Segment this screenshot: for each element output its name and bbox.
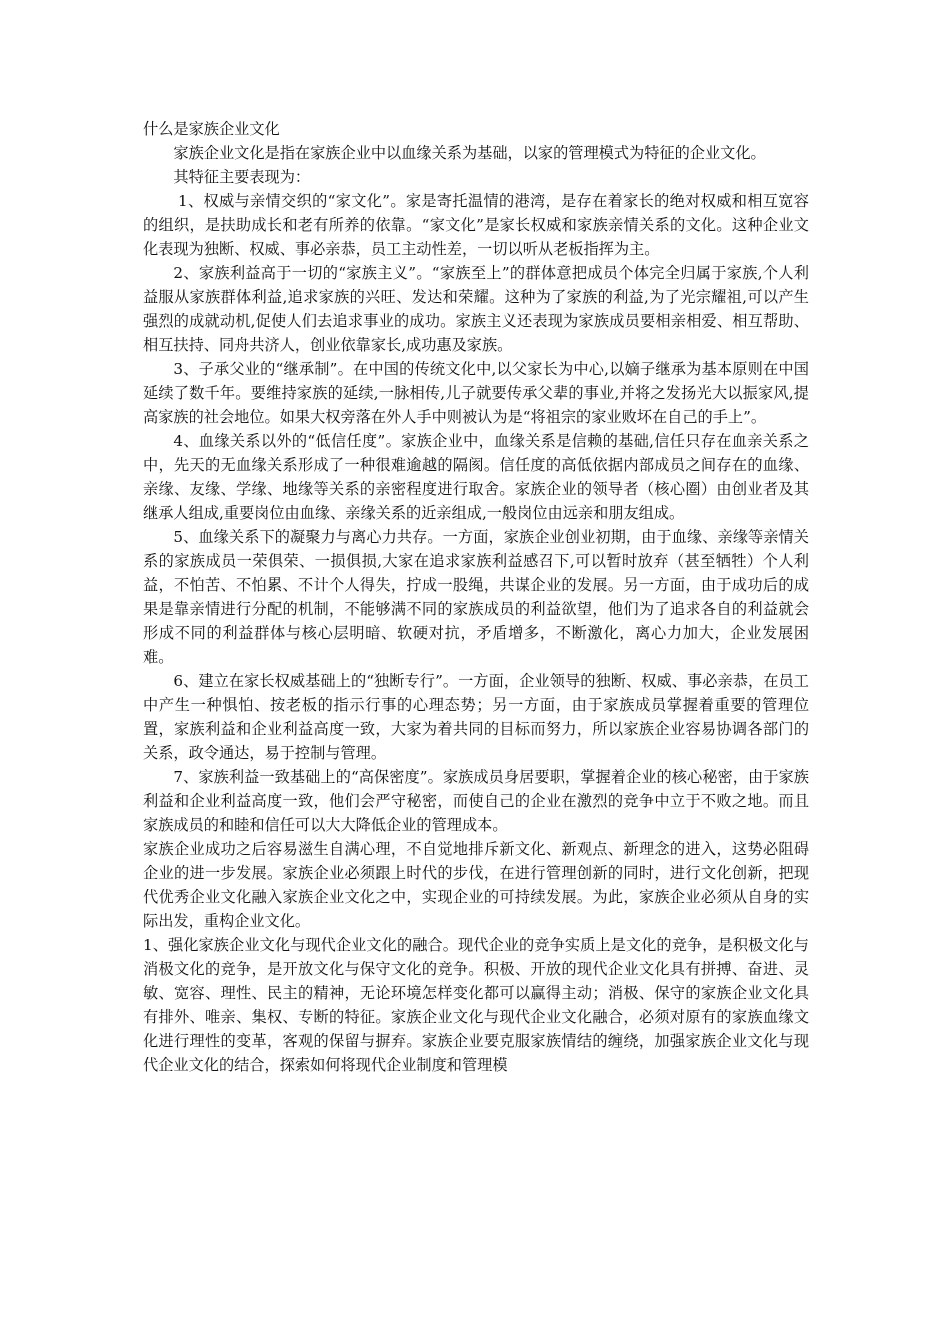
paragraph-feature-5: 5、血缘关系下的凝聚力与离心力共存。一方面，家族企业创业初期，由于血缘、亲缘等亲情关系的家族成员一荣俱荣、一损俱损,大家在追求家族利益感召下,可以暂时放弃（甚至牺牲）个人利益，不怕苦、不怕累、不计个人得失，拧成一股绳，共谋企业的发展。另一方面，由于成功后的成果是靠亲情进行分配的机制，不能够满不同的家族成员的利益欲望，他们为了追求各自的利益就会形成不同的利益群体与核心层明暗、软硬对抗，矛盾增多，不断激化，离心力加大，企业发展困难。 (143, 528, 809, 666)
paragraph-reconstruction-1: 1、强化家族企业文化与现代企业文化的融合。现代企业的竞争实质上是文化的竞争，是积极文化与消极文化的竞争，是开放文化与保守文化的竞争。积极、开放的现代企业文化具有拼搏、奋进、灵敏、宽容、理性、民主的精神，无论环境怎样变化都可以赢得主动；消极、保守的家族企业文化具有排外、唯亲、集权、专断的特征。家族企业文化与现代企业文化融合，必须对原有的家族血缘文化进行理性的变革，客观的保留与摒弃。家族企业要克服家族情结的缠绕，加强家族企业文化与现代企业文化的结合，探索如何将现代企业制度和管理模 (143, 936, 809, 1074)
paragraph-reconstruction-intro: 家族企业成功之后容易滋生自满心理，不自觉地排斥新文化、新观点、新理念的进入，这势必阻碍企业的进一步发展。家族企业必须跟上时代的步伐，在进行管理创新的同时，进行文化创新，把现代优秀企业文化融入家族企业文化之中，实现企业的可持续发展。为此，家族企业必须从自身的实际出发，重构企业文化。 (143, 840, 809, 930)
paragraph-feature-7: 7、家族利益一致基础上的“高保密度”。家族成员身居要职，掌握着企业的核心秘密，由于家族利益和企业利益高度一致，他们会严守秘密，而使自己的企业在激烈的竞争中立于不败之地。而且家族成员的和睦和信任可以大大降低企业的管理成本。 (143, 768, 809, 834)
document-title: 什么是家族企业文化 (143, 120, 280, 138)
paragraph-feature-6: 6、建立在家长权威基础上的“独断专行”。一方面，企业领导的独断、权威、事必亲恭，在员工中产生一种惧怕、按老板的指示行事的心理态势；另一方面，由于家族成员掌握着重要的管理位置，家族利益和企业利益高度一致，大家为着共同的目标而努力，所以家族企业容易协调各部门的关系，政令通达，易于控制与管理。 (143, 672, 809, 762)
paragraph-features-intro: 其特征主要表现为： (173, 168, 311, 186)
paragraph-feature-1: 1、权威与亲情交织的“家文化”。家是寄托温情的港湾，是存在着家长的绝对权威和相互宽容的组织，是扶助成长和老有所养的依靠。“家文化”是家长权威和家族亲情关系的文化。这种企业文化表现为独断、权威、事必亲恭，员工主动性差，一切以听从老板指挥为主。 (143, 192, 809, 258)
paragraph-feature-2: 2、家族利益高于一切的“家族主义”。“家族至上”的群体意把成员个体完全归属于家族,个人利益服从家族群体利益,追求家族的兴旺、发达和荣耀。这种为了家族的利益,为了光宗耀祖,可以产生强烈的成就动机,促使人们去追求事业的成功。家族主义还表现为家族成员要相亲相爱、相互帮助、相互扶持、同舟共济人，创业依靠家长,成功惠及家族。 (143, 264, 809, 354)
paragraph-feature-4: 4、血缘关系以外的“低信任度”。家族企业中，血缘关系是信赖的基础,信任只存在血亲关系之中，先天的无血缘关系形成了一种很难逾越的隔阂。信任度的高低依据内部成员之间存在的血缘、亲缘、友缘、学缘、地缘等关系的亲密程度进行取舍。家族企业的领导者（核心圈）由创业者及其继承人组成,重要岗位由血缘、亲缘关系的近亲组成,一般岗位由远亲和朋友组成。 (143, 432, 809, 522)
paragraph-definition: 家族企业文化是指在家族企业中以血缘关系为基础，以家的管理模式为特征的企业文化。 (173, 144, 766, 162)
paragraph-feature-3: 3、子承父业的“继承制”。在中国的传统文化中,以父家长为中心,以嫡子继承为基本原则在中国延续了数千年。要维持家族的延续,一脉相传,儿子就要传承父辈的事业,并将之发扬光大以振家风,提高家族的社会地位。如果大权旁落在外人手中则被认为是“将祖宗的家业败坏在自己的手上”。 (143, 360, 809, 426)
document-page (143, 117, 809, 1077)
